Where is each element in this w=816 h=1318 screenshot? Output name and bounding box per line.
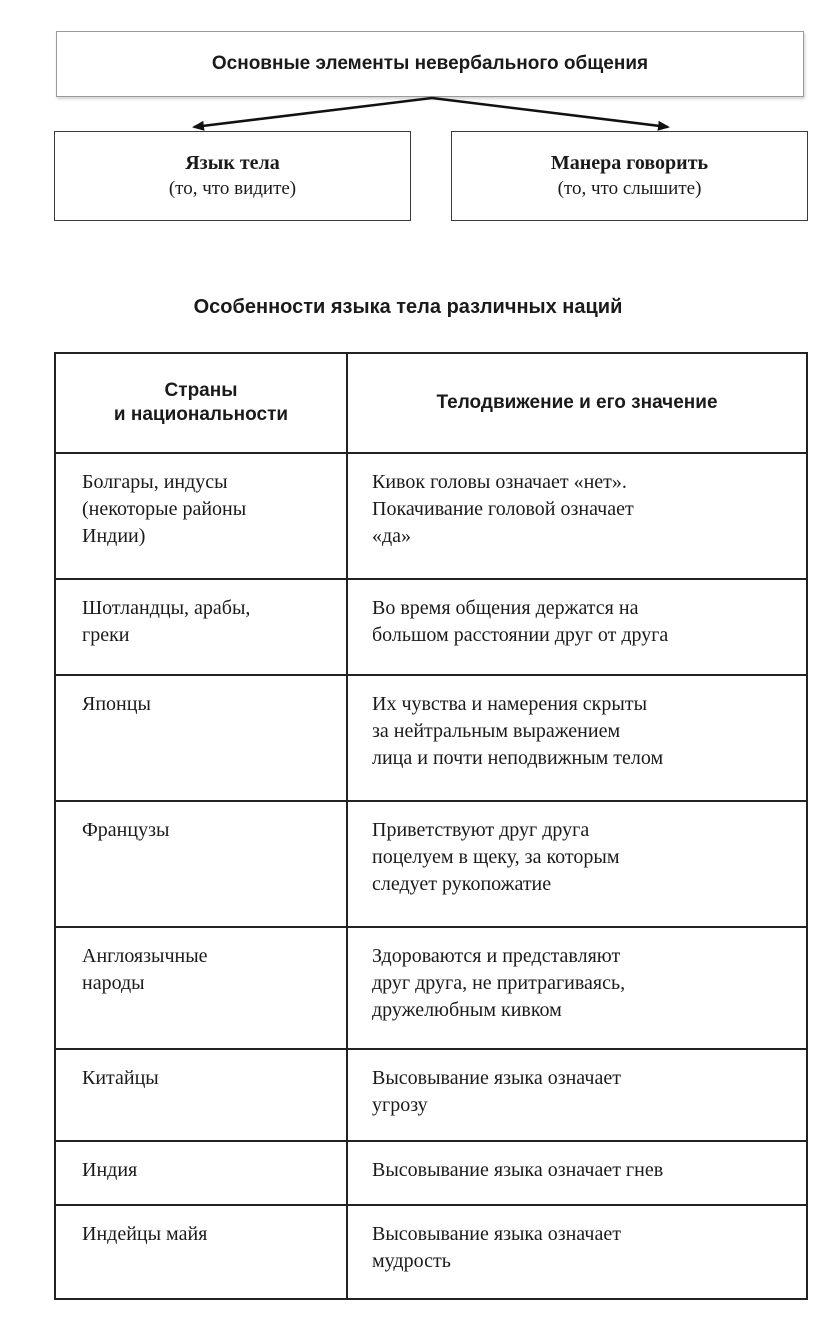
arrow-right: [432, 98, 668, 127]
nation-cell: Индия: [82, 1159, 138, 1181]
diagram-arrows: [0, 0, 816, 140]
speaking-manner-box: [451, 131, 808, 221]
table-row: [55, 579, 807, 675]
nation-cell: Японцы: [82, 693, 151, 715]
speaking-manner-note: (то, что слышите): [557, 178, 702, 199]
nation-cell: Французы: [82, 819, 170, 841]
header-nations: [55, 353, 347, 453]
nations-table: [54, 352, 808, 1300]
table-row: [55, 675, 807, 801]
nation-cell: Шотландцы, арабы, греки: [82, 597, 251, 646]
nation-cell: Китайцы: [82, 1067, 159, 1089]
meaning-cell: Во время общения держатся на большом расстоянии друг от друга: [372, 597, 669, 646]
table-row: [55, 453, 807, 579]
nation-cell: Англоязычные народы: [82, 945, 208, 994]
speaking-manner-title: Манера говорить: [550, 152, 709, 174]
table-row: [55, 1205, 807, 1299]
table-row: [55, 1141, 807, 1205]
header-nations-label: Страны и национальности: [113, 380, 289, 425]
table-row: [55, 801, 807, 927]
table-row: [55, 927, 807, 1049]
diagram-title: Основные элементы невербального общения: [211, 53, 649, 74]
table-row: [55, 1049, 807, 1141]
table-header-row: [55, 353, 807, 453]
table-title: Особенности языка тела различных наций: [193, 296, 623, 318]
meaning-cell: Высовывание языка означает мудрость: [372, 1223, 621, 1272]
meaning-cell: Высовывание языка означает гнев: [372, 1159, 664, 1181]
body-language-note: (то, что видите): [168, 178, 297, 199]
arrow-left: [194, 98, 432, 127]
header-meaning-label: Телодвижение и его значение: [436, 392, 718, 413]
nation-cell: Болгары, индусы (некоторые районы Индии): [82, 471, 247, 547]
nation-cell: Индейцы майя: [82, 1223, 208, 1245]
meaning-cell: Здороваются и представляют друг друга, не притрагиваясь, дружелюбным кивком: [372, 945, 626, 1021]
meaning-cell: Кивок головы означает «нет». Покачивание головой означает «да»: [372, 471, 634, 547]
body-language-title: Язык тела: [185, 152, 280, 174]
meaning-cell: Высовывание языка означает угрозу: [372, 1067, 621, 1116]
meaning-cell: Приветствуют друг друга поцелуем в щеку, за которым следует рукопожатие: [372, 819, 620, 895]
meaning-cell: Их чувства и намерения скрыты за нейтральным выражением лица и почти неподвижным телом: [372, 693, 664, 769]
header-meaning: [347, 353, 807, 453]
body-language-box: [54, 131, 411, 221]
